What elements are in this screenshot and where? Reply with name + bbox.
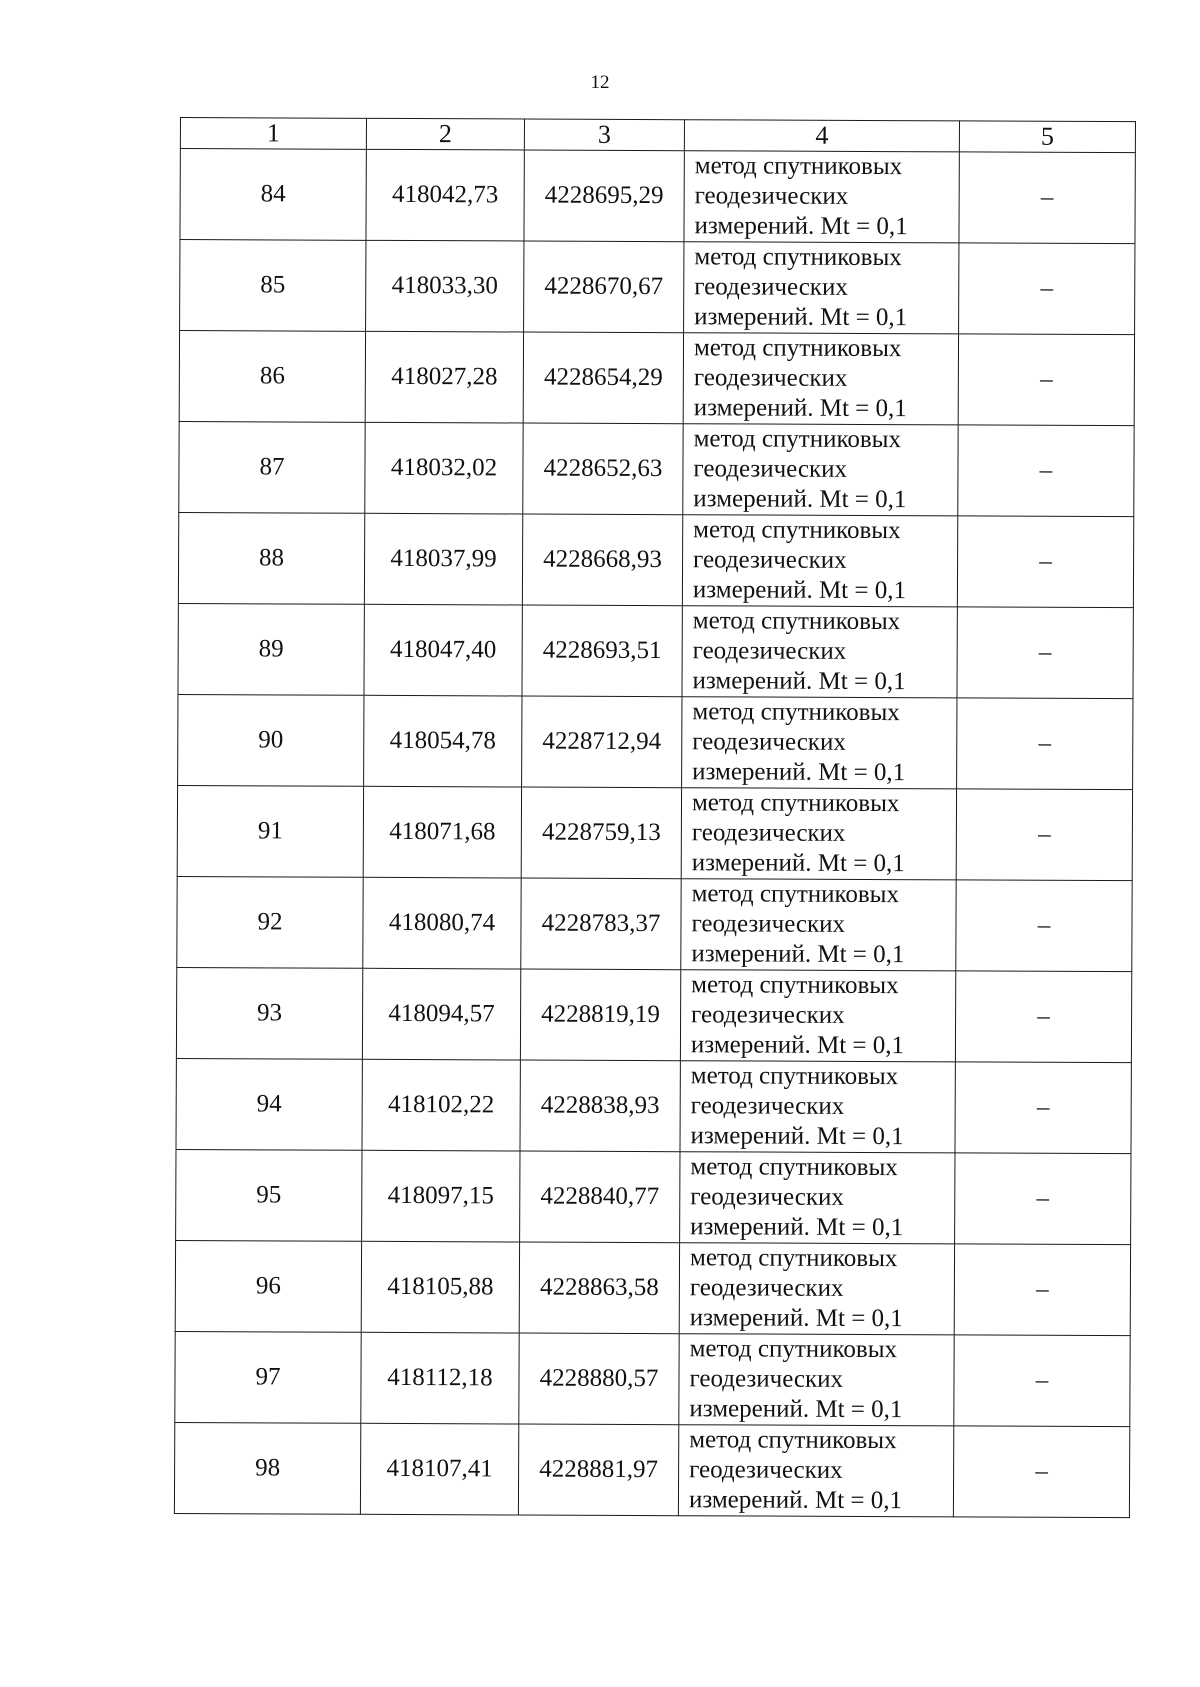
y-coordinate-cell: 4228670,67 (524, 241, 684, 333)
method-line: геодезических (689, 1456, 843, 1484)
y-coordinate-cell: 4228652,63 (523, 423, 683, 515)
method-line: геодезических (691, 1001, 845, 1029)
table-row (178, 512, 1133, 607)
method-line: метод спутниковых (689, 1426, 897, 1455)
method-cell (680, 970, 955, 1062)
method-line: геодезических (691, 819, 846, 847)
method-line: метод спутниковых (693, 516, 901, 545)
method-cell (680, 1152, 955, 1244)
method-line: геодезических (692, 728, 846, 756)
point-number-cell: 91 (177, 785, 363, 877)
method-line: метод спутниковых (693, 425, 902, 454)
method-line: метод спутниковых (694, 152, 903, 181)
y-coordinate-cell: 4228668,93 (522, 514, 682, 606)
point-number-cell: 93 (176, 967, 362, 1059)
method-line: измерений. Mt = 0,1 (689, 1304, 903, 1333)
method-line: геодезических (689, 1274, 844, 1302)
method-line: геодезических (691, 910, 846, 938)
table-row (174, 1422, 1129, 1517)
y-coordinate-cell: 4228695,29 (524, 150, 684, 242)
y-coordinate-cell: 4228840,77 (520, 1151, 680, 1243)
method-line: измерений. Mt = 0,1 (688, 1486, 903, 1515)
table-row (180, 149, 1135, 244)
point-number-cell: 98 (174, 1422, 360, 1514)
method-line: метод спутниковых (691, 971, 899, 1000)
point-number-cell: 87 (179, 421, 365, 513)
column-header-1: 1 (180, 118, 366, 150)
method-cell (681, 879, 956, 971)
method-line: метод спутниковых (691, 880, 900, 909)
note-cell: – (959, 152, 1135, 244)
method-cell (679, 1334, 954, 1426)
table-row (179, 331, 1134, 426)
method-line: измерений. Mt = 0,1 (690, 1031, 905, 1060)
y-coordinate-cell: 4228863,58 (519, 1242, 679, 1334)
note-cell: – (955, 1062, 1131, 1154)
x-coordinate-cell: 418071,68 (363, 786, 521, 878)
table-body (174, 149, 1135, 1518)
note-cell: – (957, 698, 1133, 790)
table-row (180, 240, 1135, 335)
method-cell (680, 1061, 955, 1153)
method-line: метод спутниковых (692, 607, 901, 636)
method-line: измерений. Mt = 0,1 (689, 1395, 903, 1424)
note-cell: – (954, 1244, 1130, 1336)
method-cell (681, 788, 956, 880)
x-coordinate-cell: 418033,30 (366, 240, 524, 332)
note-cell: – (956, 880, 1132, 972)
method-line: метод спутниковых (691, 789, 900, 818)
y-coordinate-cell: 4228838,93 (520, 1060, 680, 1152)
x-coordinate-cell: 418027,28 (365, 331, 523, 423)
x-coordinate-cell: 418102,22 (362, 1059, 520, 1151)
table-row (178, 603, 1133, 698)
method-cell (683, 424, 958, 516)
method-line: измерений. Mt = 0,1 (694, 212, 908, 241)
method-cell (678, 1425, 953, 1517)
method-line: геодезических (693, 546, 847, 574)
note-cell: – (957, 516, 1133, 608)
table-row (176, 967, 1131, 1062)
x-coordinate-cell: 418047,40 (364, 604, 522, 696)
note-cell: – (953, 1426, 1129, 1518)
y-coordinate-cell: 4228693,51 (522, 605, 682, 697)
point-number-cell: 90 (178, 694, 364, 786)
point-number-cell: 88 (178, 512, 364, 604)
x-coordinate-cell: 418037,99 (364, 513, 522, 605)
note-cell: – (958, 334, 1134, 426)
method-line: геодезических (694, 273, 848, 301)
method-cell (682, 697, 957, 789)
table-row (177, 785, 1132, 880)
column-header-3: 3 (524, 119, 684, 151)
note-cell: – (955, 1153, 1131, 1245)
table-row (175, 1240, 1130, 1335)
x-coordinate-cell: 418112,18 (361, 1332, 519, 1424)
method-line: измерений. Mt = 0,1 (694, 303, 908, 332)
point-number-cell: 96 (175, 1240, 361, 1332)
method-line: геодезических (690, 1183, 844, 1211)
method-cell (679, 1243, 954, 1335)
method-line: измерений. Mt = 0,1 (691, 849, 905, 878)
coordinates-table (174, 117, 1136, 1518)
table-row (176, 1149, 1131, 1244)
column-header-2: 2 (366, 118, 524, 150)
method-line: измерений. Mt = 0,1 (691, 940, 905, 969)
point-number-cell: 84 (180, 149, 366, 241)
point-number-cell: 86 (179, 331, 365, 423)
method-line: измерений. Mt = 0,1 (692, 576, 907, 605)
y-coordinate-cell: 4228819,19 (520, 969, 680, 1061)
table-row (176, 1058, 1131, 1153)
y-coordinate-cell: 4228880,57 (519, 1333, 679, 1425)
method-line: измерений. Mt = 0,1 (692, 667, 906, 696)
y-coordinate-cell: 4228654,29 (523, 332, 683, 424)
point-number-cell: 85 (180, 240, 366, 332)
note-cell: – (958, 425, 1134, 517)
method-line: измерений. Mt = 0,1 (692, 758, 906, 787)
method-cell (684, 151, 959, 243)
method-line: измерений. Mt = 0,1 (690, 1213, 904, 1242)
method-line: метод спутниковых (694, 243, 902, 272)
method-cell (682, 606, 957, 698)
table-row (179, 421, 1134, 516)
y-coordinate-cell: 4228881,97 (518, 1424, 678, 1516)
method-line: метод спутниковых (689, 1335, 898, 1364)
table-row (175, 1331, 1130, 1426)
x-coordinate-cell: 418097,15 (362, 1150, 520, 1242)
method-line: геодезических (689, 1365, 844, 1393)
point-number-cell: 92 (177, 876, 363, 968)
column-header-4: 4 (684, 120, 959, 152)
point-number-cell: 89 (178, 603, 364, 695)
x-coordinate-cell: 418080,74 (363, 877, 521, 969)
point-number-cell: 97 (175, 1331, 361, 1423)
note-cell: – (957, 607, 1133, 699)
table-row (177, 876, 1132, 971)
note-cell: – (955, 971, 1131, 1063)
method-line: метод спутниковых (689, 1244, 898, 1273)
x-coordinate-cell: 418107,41 (360, 1423, 518, 1515)
note-cell: – (956, 789, 1132, 881)
method-line: метод спутниковых (690, 1062, 899, 1091)
method-line: измерений. Mt = 0,1 (693, 485, 907, 514)
method-line: геодезических (692, 637, 847, 665)
method-line: метод спутниковых (690, 1153, 898, 1182)
table-row (178, 694, 1133, 789)
y-coordinate-cell: 4228759,13 (521, 787, 681, 879)
x-coordinate-cell: 418032,02 (365, 422, 523, 514)
x-coordinate-cell: 418054,78 (364, 695, 522, 787)
method-line: геодезических (693, 455, 848, 483)
method-line: метод спутниковых (692, 698, 900, 727)
page-number: 12 (590, 72, 610, 93)
point-number-cell: 94 (176, 1058, 362, 1150)
note-cell: – (954, 1335, 1130, 1427)
x-coordinate-cell: 418094,57 (362, 968, 520, 1060)
note-cell: – (959, 243, 1135, 335)
method-cell (682, 515, 957, 607)
x-coordinate-cell: 418042,73 (366, 149, 524, 241)
column-header-5: 5 (959, 121, 1135, 153)
method-cell (683, 333, 958, 425)
method-line: геодезических (693, 364, 848, 392)
x-coordinate-cell: 418105,88 (361, 1241, 519, 1333)
point-number-cell: 95 (176, 1149, 362, 1241)
method-cell (684, 242, 959, 334)
method-line: геодезических (690, 1092, 845, 1120)
method-line: измерений. Mt = 0,1 (690, 1122, 904, 1151)
y-coordinate-cell: 4228712,94 (522, 696, 682, 788)
y-coordinate-cell: 4228783,37 (521, 878, 681, 970)
method-line: геодезических (694, 182, 849, 210)
method-line: измерений. Mt = 0,1 (693, 394, 907, 423)
header-row (180, 118, 1135, 153)
method-line: метод спутниковых (693, 334, 902, 363)
